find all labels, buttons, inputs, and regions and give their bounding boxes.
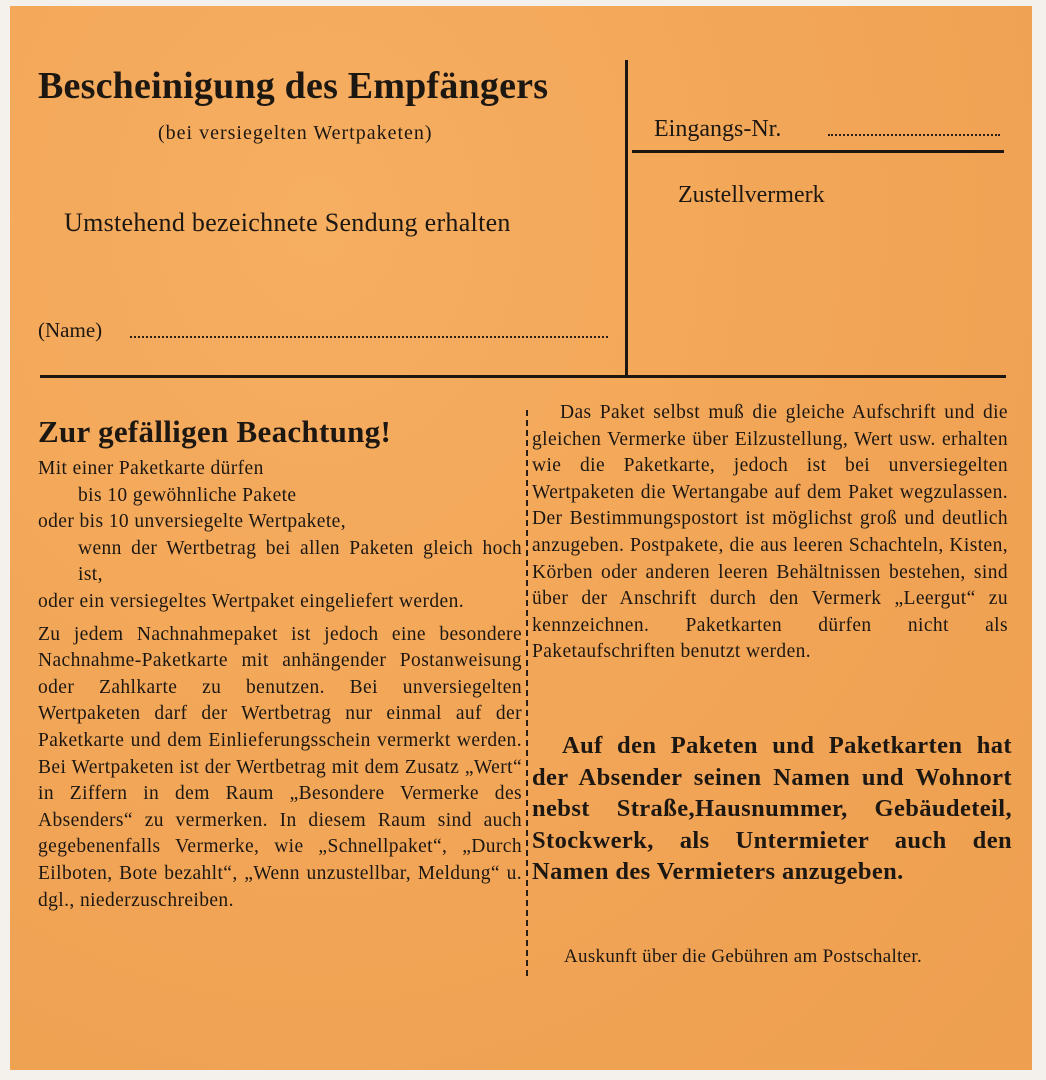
notice-line: Mit einer Paketkarte dürfen: [38, 458, 264, 479]
eingang-number-field[interactable]: [828, 134, 1000, 136]
section-divider: [40, 375, 1006, 378]
notice-heading: Zur gefälligen Beachtung!: [38, 414, 392, 449]
notice-right-column: [532, 400, 1008, 666]
fee-info: Auskunft über die Gebühren am Postschalter.: [564, 946, 922, 967]
name-label: (Name): [38, 318, 103, 342]
form-title: Bescheinigung des Empfängers: [38, 65, 549, 107]
notice-line: bis 10 gewöhnliche Pakete: [78, 484, 297, 506]
column-divider: [526, 410, 528, 976]
notice-left-column: [38, 456, 522, 914]
received-statement: Umstehend bezeichnete Sendung erhalten: [64, 208, 511, 237]
notice-paragraph: Das Paket selbst muß die gleiche Aufschrift und die gleichen Vermerke über Eilzustellung, Wert usw. erhalten wie die Paketkarte, jedoch ist bei unversiegelten Wertpaketen die Wertangabe auf dem Paket wegzulassen. Der Bestimmungspostort ist möglichst groß und deutlich anzugeben. Postpakete, die aus leeren Schachteln, Kisten, Körben oder anderen leeren Behältnissen bestehen, sind über der Anschrift durch den Vermerk „Leergut“ zu kennzeichnen. Paketkarten dürfen nicht als Paketaufschriften benutzt werden.: [532, 402, 1008, 663]
notice-line: oder ein versiegeltes Wertpaket eingeliefert werden.: [38, 590, 465, 612]
zustellvermerk-label: Zustellvermerk: [678, 182, 825, 208]
right-divider: [632, 150, 1004, 153]
notice-line: wenn der Wertbetrag bei allen Paketen gleich hoch ist,: [78, 537, 522, 586]
notice-paragraph: Zu jedem Nachnahmepaket ist jedoch eine besondere Nachnahme-Paketkarte mit anhängender Postanweisung oder Zahlkarte zu benutzen. Bei unversiegelten Wertpaketen darf der Wertbetrag nur einmal auf der Paketkarte und dem Einlieferungsschein vermerkt werden. Bei Wertpaketen ist der Wertbetrag mit dem Zusatz „Wert“ in Ziffern in dem Raum „Besondere Vermerke des Absenders“ zu vermerken. In diesem Raum sind auch gegebenenfalls Vermerke, wie „Schnellpaket“, „Durch Eilboten, Bote bezahlt“, „Wenn unzustellbar, Meldung“ u. dgl., niederzuschreiben.: [38, 623, 522, 911]
sender-instruction-text: Auf den Paketen und Paketkarten hat der Absender seinen Namen und Wohnort nebst Straße,Hausnummer, Gebäudeteil, Stockwerk, als Untermieter auch den Namen des Vermieters anzugeben.: [532, 732, 1012, 886]
form-subtitle: (bei versiegelten Wertpaketen): [158, 122, 433, 144]
parcel-card: [10, 6, 1032, 1070]
notice-line: oder bis 10 unversiegelte Wertpakete,: [38, 511, 346, 533]
sender-instruction: [532, 730, 1012, 888]
vertical-divider: [625, 60, 628, 378]
name-field[interactable]: [130, 336, 608, 338]
eingang-label: Eingangs-Nr.: [654, 116, 782, 142]
